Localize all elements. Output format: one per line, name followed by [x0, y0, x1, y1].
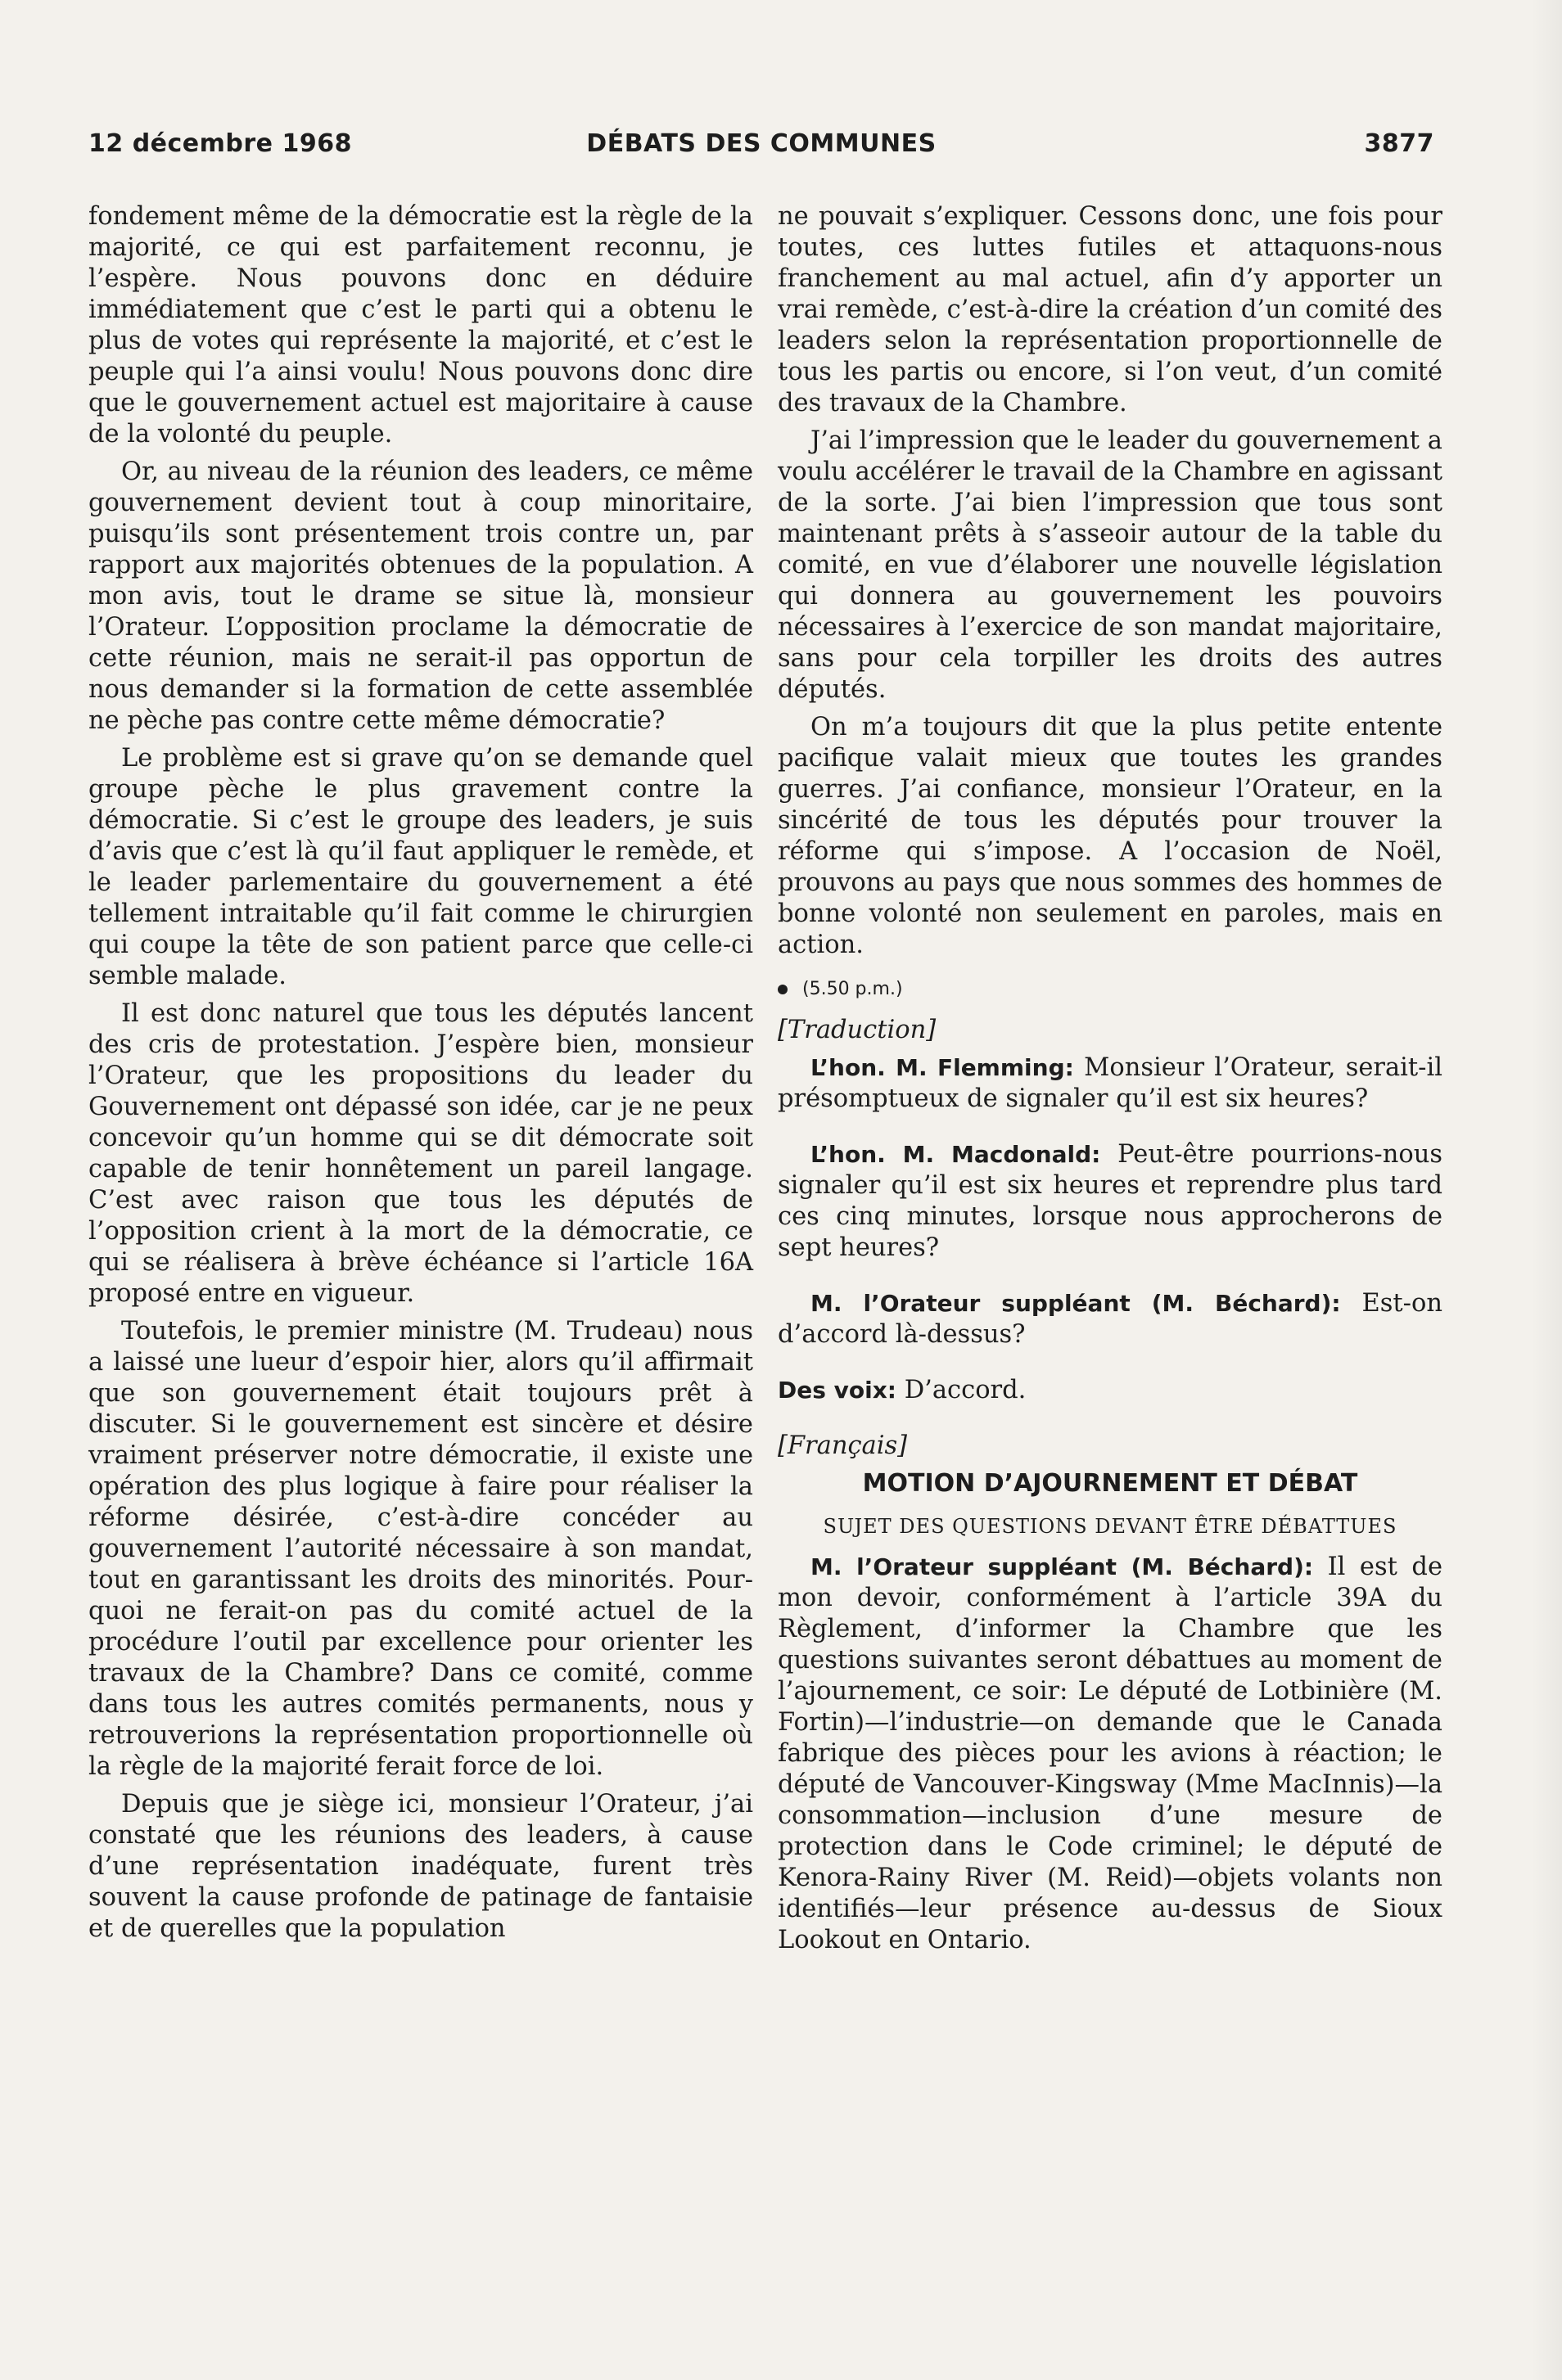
page-header — [88, 129, 1434, 169]
page-edge-shadow — [1531, 0, 1562, 2380]
macdonald-statement — [778, 1139, 1442, 1264]
bechard-text: Est-on d’accord là-dessus? — [778, 1289, 1442, 1349]
right-paragraph-1: ne pouvait s’expliquer. Cessons donc, une fois pour toutes, ces luttes futiles et attaquons-nous franchement au mal actuel, afin d’y apporter un vrai remède, c’est-à-dire la création d’un comité des leaders selon la représentation proportionnelle de tous les partis ou encore, si l’on veut, d’un comité des travaux de la Chambre. — [778, 202, 1442, 417]
flemming-statement — [778, 1053, 1442, 1115]
left-paragraph-2: Or, au niveau de la réunion des leaders, ce même gouvernement devient tout à coup minoritaire, puisqu’ils sont présentement trois contre un, par rapport aux majorités obtenues de la population. A mon avis, tout le drame se situe là, monsieur l’Orateur. L’opposition proclame la démocratie de cette réunion, mais ne serait-il pas opportun de nous demander si la formation de cette assemblée ne pèche pas contre cette même démocratie? — [88, 458, 753, 735]
translation-tag: [Traduction] — [778, 1016, 937, 1044]
left-paragraph-5: Toutefois, le premier ministre (M. Trudeau) nous a laissé une lueur d’espoir hier, alors qu’il affirmait que son gouvernement était toujours prêt à discuter. Si le gouvernement est sincère et désire vraiment préserver notre démocratie, il existe une opération des plus logique à faire pour réaliser la réforme désirée, c’est-à-dire concéder au gouvernement l’autorité nécessaire à son mandat, tout en garantissant les droits des minorités. Pourquoi ne ferait-on pas du comité actuel de la procédure l’outil par excellence pour orienter les travaux de la Chambre? Dans ce comité, comme dans tous les autres comités permanents, nous y retrouverions la représentation proportionnelle où la règle de la majorité ferait force de loi. — [88, 1317, 753, 1781]
macdonald-text: Peut-être pourrions-nous signaler qu’il est six heures et reprendre plus tard ces cinq minutes, lorsque nous approcherons de sept heures? — [778, 1140, 1442, 1262]
section-subtitle: SUJET DES QUESTIONS DEVANT ÊTRE DÉBATTUES — [823, 1515, 1397, 1538]
bechard-announcement-text: Il est de mon devoir, conformément à l’article 39A du Règlement, d’informer la Chambre que les questions suivantes seront débattues au moment de l’ajournement, ce soir: Le député de Lotbinière (M. Fortin)—l’industrie—on demande que le Canada fabrique des pièces pour les avions à réaction; le député de Vancouver-Kingsway (Mme MacInnis)—la consommation—inclusion d’une mesure de protection dans le Code criminel; le député de Kenora-Rainy River (M. Reid)—objets volants non identifiés—leur présence au-dessus de Sioux Lookout en Ontario. — [778, 1553, 1442, 1954]
left-paragraph-6: Depuis que je siège ici, monsieur l’Orateur, j’ai constaté que les réunions des leaders, à cause d’une représentation inadéquate, furent très souvent la cause profonde de patinage de fantaisie et de querelles que la population — [88, 1790, 753, 1943]
left-paragraph-3: Le problème est si grave qu’on se demande quel groupe pèche le plus gravement contre la démocratie. Si c’est le groupe des leaders, je suis d’avis que c’est là qu’il faut appliquer le remède, et le leader parlementaire du gouvernement a été tellement intraitable qu’il fait comme le chirurgien qui coupe la tête de son patient parce que celle-ci semble malade. — [88, 744, 753, 990]
header-date: 12 décembre 1968 — [88, 129, 352, 158]
speaker-macdonald: L’hon. M. Macdonald: — [810, 1141, 1101, 1168]
speaker-flemming: L’hon. M. Flemming: — [810, 1054, 1074, 1081]
voices-text: D’accord. — [896, 1376, 1027, 1404]
left-paragraph-1: fondement même de la démocratie est la règle de la majorité, ce qui est parfaitement reconnu, je l’espère. Nous pouvons donc en déduire immédiatement que c’est le parti qui a obtenu le plus de votes qui représente la majorité, et c’est le peuple qui l’a ainsi voulu! Nous pouvons donc dire que le gouvernement actuel est majoritaire à cause de la volonté du peuple. — [88, 202, 753, 449]
header-title: DÉBATS DES COMMUNES — [586, 129, 937, 158]
bechard-announcement — [778, 1552, 1442, 1956]
speaker-bechard-2: M. l’Orateur suppléant (M. Béchard): — [810, 1553, 1314, 1580]
bechard-statement — [778, 1288, 1442, 1350]
time-text: (5.50 p.m.) — [802, 979, 903, 999]
speaker-voices: Des voix: — [778, 1377, 896, 1404]
left-column — [88, 201, 753, 1951]
flemming-text: Monsieur l’Orateur, serait-il présomptueux de signaler qu’il est six heures? — [778, 1053, 1442, 1113]
bullet-icon — [778, 985, 788, 994]
section-title: MOTION D’AJOURNEMENT ET DÉBAT — [862, 1469, 1358, 1498]
speaker-bechard: M. l’Orateur suppléant (M. Béchard): — [810, 1290, 1341, 1317]
right-paragraph-3: On m’a toujours dit que la plus petite entente pacifique valait mieux que toutes les grandes guerres. J’ai confiance, monsieur l’Orateur, en la sincérité de tous les députés pour trouver la réforme qui s’impose. A l’occasion de Noël, prouvons au pays que nous sommes des hommes de bonne volonté non seulement en paroles, mais en action. — [778, 713, 1442, 959]
time-marker — [778, 974, 1442, 1005]
french-tag: [Français] — [778, 1431, 908, 1460]
voices-statement — [778, 1375, 1442, 1406]
header-page-number: 3877 — [1364, 129, 1434, 158]
right-column — [778, 201, 1442, 1963]
right-paragraph-2: J’ai l’impression que le leader du gouvernement a voulu accélérer le travail de la Chambre en agissant de la sorte. J’ai bien l’impression que tous sont maintenant prêts à s’asseoir autour de la table du comité, en vue d’élaborer une nouvelle législation qui donnera au gouvernement les pouvoirs nécessaires à l’exercice de son mandat majoritaire, sans pour cela torpiller les droits des autres députés. — [778, 426, 1442, 704]
left-paragraph-4: Il est donc naturel que tous les députés lancent des cris de protestation. J’espère bien, monsieur l’Orateur, que les propositions du leader du Gouvernement ont dépassé son idée, car je ne peux concevoir qu’un homme qui se dit démocrate soit capable de tenir honnêtement un pareil langage. C’est avec raison que tous les députés de l’opposition crient à la mort de la démocratie, ce qui se réalisera à brève échéance si l’article 16A proposé entre en vigueur. — [88, 999, 753, 1308]
